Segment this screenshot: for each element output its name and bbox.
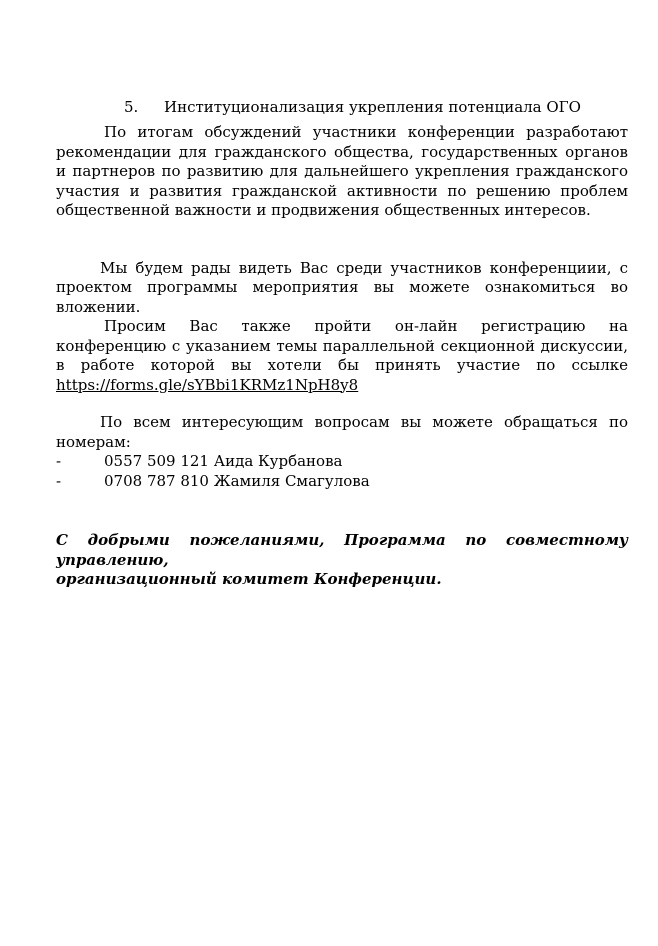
contact-text: 0708 787 810 Жамиля Смагулова bbox=[104, 471, 370, 490]
registration-paragraph bbox=[56, 317, 628, 395]
contact-item bbox=[56, 472, 628, 492]
registration-link[interactable]: https://forms.gle/sYBbi1KRMz1NpH8y8 bbox=[56, 375, 359, 394]
closing-line-2: организационный комитет Конференции. bbox=[56, 570, 442, 588]
section-heading bbox=[56, 98, 628, 117]
contact-dash: - bbox=[56, 452, 62, 470]
closing-line-1: С добрыми пожеланиями, Программа по совместному управлению, bbox=[56, 531, 628, 569]
section-number: 5. bbox=[124, 98, 139, 116]
registration-text: Просим Вас также пройти он-лайн регистрацию на конференцию с указанием темы параллельной секционной дискуссии, в работе которой вы хотели бы принять участие по ссылке bbox=[56, 317, 628, 374]
document-body bbox=[56, 98, 628, 590]
recommendations-paragraph: По итогам обсуждений участники конференции разработают рекомендации для гражданского общества, государственных органов и партнеров по развитию для дальнейшего укрепления гражданского участия и развития гражданской активности по решению проблем общественной важности и продвижения общественных интересов. bbox=[56, 123, 628, 219]
contact-text: 0557 509 121 Аида Курбанова bbox=[104, 452, 343, 470]
contact-dash: - bbox=[56, 471, 62, 490]
contact-item bbox=[56, 452, 628, 472]
invitation-paragraph: Мы будем рады видеть Вас среди участников конференциии, с проектом программы мероприятия вы можете ознакомиться во вложении. bbox=[56, 258, 628, 316]
section-title: Институционализация укрепления потенциала ОГО bbox=[164, 98, 581, 116]
contacts-intro-paragraph: По всем интересующим вопросам вы можете обращаться по номерам: bbox=[56, 413, 628, 451]
